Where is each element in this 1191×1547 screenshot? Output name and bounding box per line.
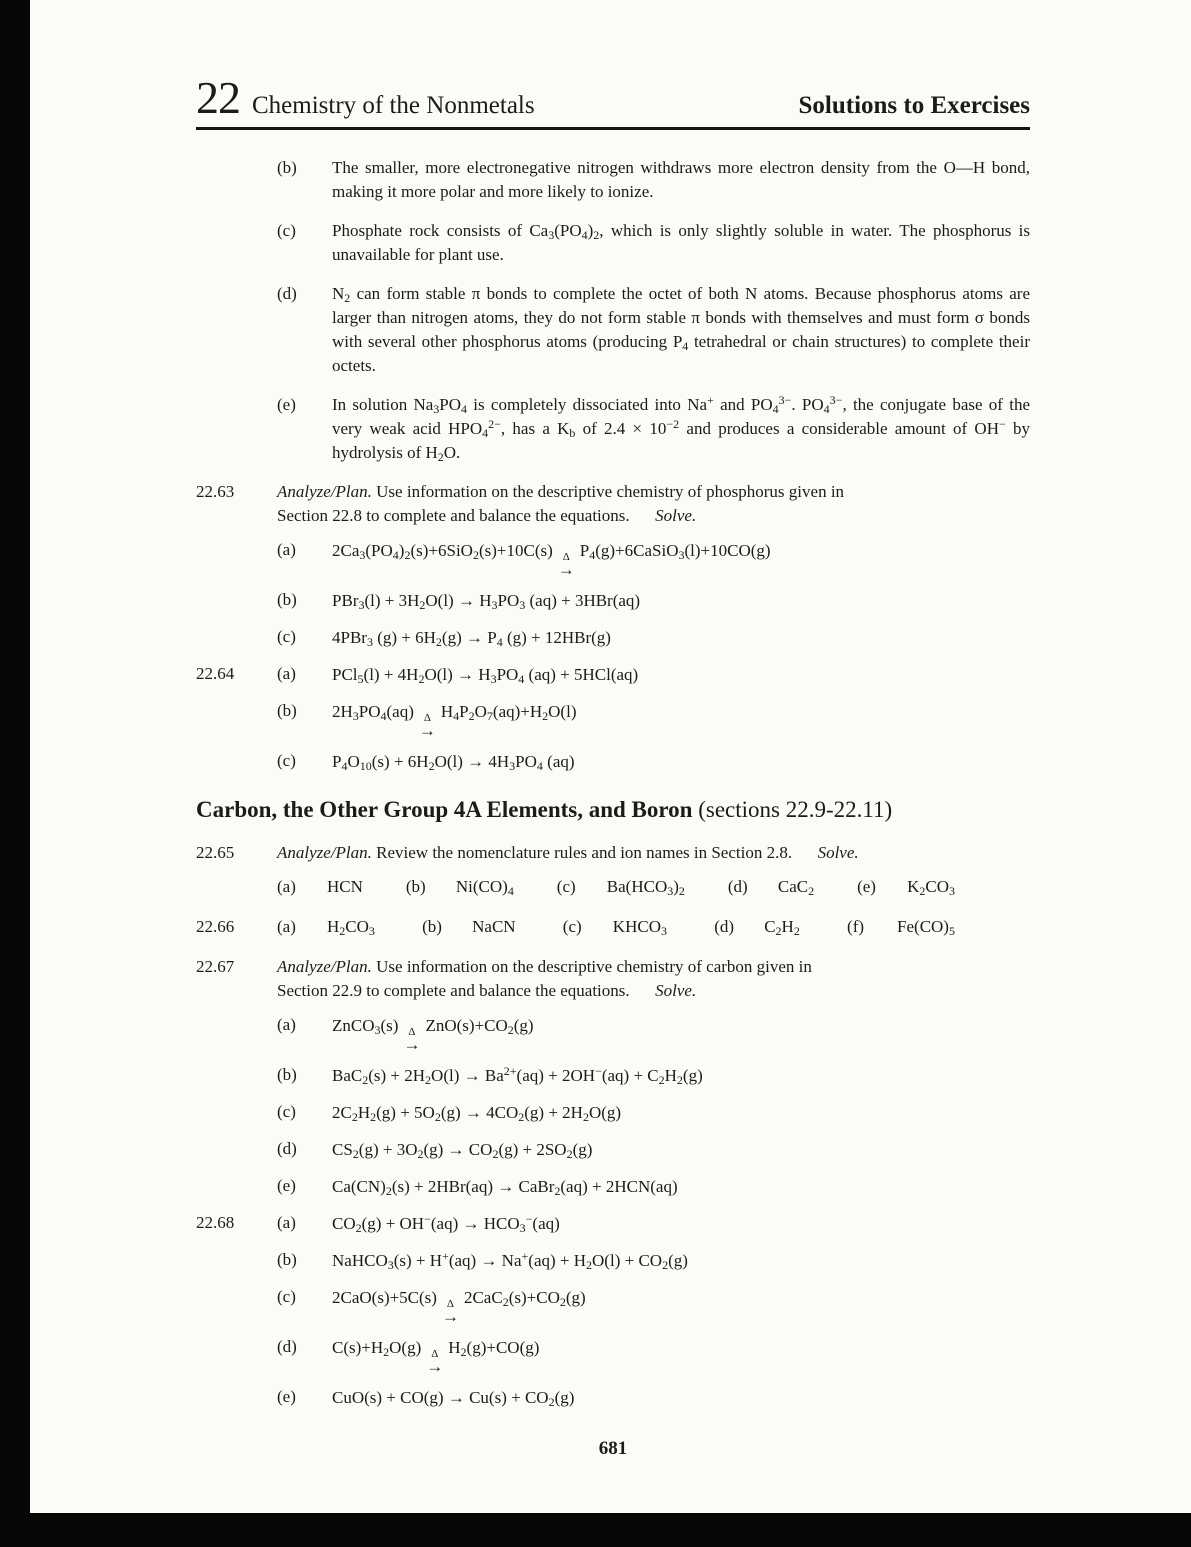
problem-number — [196, 1063, 277, 1089]
problem-number: 22.63 — [196, 482, 235, 501]
row-equation — [196, 1248, 1030, 1274]
problem-number — [196, 1248, 277, 1274]
answer-item — [277, 875, 363, 899]
answer-item — [714, 915, 800, 939]
chemical-equation: $2Ca_3(PO_4)_2(s)+6SiO_2(s)+10C(s)$ Δ → $P_4(g)+6CaSiO_3(l)+10CO(g)$ — [332, 541, 771, 579]
problem-number: 22.64 — [196, 664, 235, 683]
page-number: 681 — [598, 1438, 628, 1459]
chemical-formula: $H_2CO_3$ — [327, 917, 375, 938]
problem-number — [196, 219, 277, 267]
chemical-equation: $BaC_2(s) + 2H_2O(l) \to Ba^{2+}(aq) + 2OH^-(aq) + C_2H_2(g)$ — [332, 1064, 703, 1087]
item-label: (c) — [556, 877, 576, 896]
item-label: (b) — [422, 917, 442, 936]
problem-number — [196, 875, 277, 899]
scan-artifact-bottom-bar — [0, 1513, 1191, 1547]
problem-number — [196, 1137, 277, 1163]
row-problem — [196, 480, 1030, 528]
answer-list — [277, 915, 955, 939]
item-label: (a) — [277, 664, 296, 683]
row-list — [196, 915, 1030, 939]
row-equation — [196, 625, 1030, 651]
item-label: (f) — [847, 917, 865, 936]
problem-number — [196, 1385, 277, 1411]
row-equation — [196, 1385, 1030, 1411]
chemical-equation: $2C_2H_2(g) + 5O_2(g) \to 4CO_2(g) + 2H_2O(g)$ — [332, 1103, 622, 1124]
problem-number: 22.68 — [196, 1213, 235, 1232]
row-equation — [196, 1335, 1030, 1374]
problem-number — [196, 699, 277, 738]
answer-item — [847, 915, 955, 939]
problem-text: Analyze/Plan. Review the nomenclature rules and ion names in Section 2.8. Solve. — [277, 843, 859, 862]
problem-number — [196, 1285, 277, 1324]
row-problem — [196, 841, 1030, 865]
problem-number — [196, 1335, 277, 1374]
page-content — [196, 72, 1031, 1422]
problem-number: 22.67 — [196, 957, 235, 976]
answer-item — [406, 875, 514, 899]
problem-number — [196, 282, 277, 378]
problem-text: Analyze/Plan. Use information on the descriptive chemistry of carbon given in Section 22.9 to complete and balance the equations. Solve. — [277, 957, 812, 1000]
row-list — [196, 875, 1030, 899]
item-label: (d) — [714, 917, 735, 936]
chemical-formula: CaC$_2$ — [777, 877, 815, 898]
item-label: (e) — [277, 1387, 296, 1406]
row-equation — [196, 588, 1030, 614]
row-heading — [196, 795, 1030, 825]
section-heading: Carbon, the Other Group 4A Elements, and Boron (sections 22.9-22.11) — [196, 797, 893, 822]
chemical-equation: $PCl_5(l) + 4H_2O(l) \to H_3PO_4$ (aq) + 5HCl(aq) — [332, 665, 639, 686]
problem-number — [196, 156, 277, 204]
row-equation — [196, 1285, 1030, 1324]
chemical-equation: $P_4O_{10}(s) + 6H_2O(l) \to 4H_3PO_4$ (aq) — [332, 752, 575, 773]
chapter-title: Chemistry of the Nonmetals — [252, 92, 535, 119]
item-label: (b) — [405, 877, 426, 896]
chemical-equation: $CuO(s) + CO(g) \to Cu(s) + CO_2(g)$ — [332, 1388, 575, 1409]
item-label: (a) — [277, 1213, 296, 1232]
chemical-equation: $C(s)+H_2O(g)$ Δ → $H_2(g)+CO(g)$ — [332, 1338, 540, 1376]
chemical-equation: $PBr_3(l) + 3H_2O(l) \to H_3PO_3$ (aq) + 3HBr(aq) — [332, 591, 641, 612]
item-label: (a) — [277, 877, 296, 896]
item-label: (c) — [277, 221, 296, 240]
row-equation — [196, 662, 1030, 688]
chemical-formula: HCN — [327, 877, 363, 896]
row-para — [196, 393, 1030, 465]
item-label: (d) — [277, 1337, 297, 1356]
item-label: (c) — [277, 627, 296, 646]
item-label: (a) — [277, 540, 296, 559]
paragraph-text: The smaller, more electronegative nitrogen withdraws more electron density from the O—H bond, making it more polar and more likely to ionize. — [332, 158, 1030, 201]
row-equation — [196, 1137, 1030, 1163]
chemical-formula: $K_2CO_3$ — [907, 877, 955, 898]
row-para — [196, 219, 1030, 267]
row-equation — [196, 749, 1030, 775]
chemical-equation: 4PBr$_3$ $(g) + 6H_2(g) \to P_4$ (g) + 12HBr(g) — [332, 628, 611, 649]
answer-item — [422, 915, 515, 939]
problem-number: 22.66 — [196, 917, 235, 936]
problem-number — [196, 625, 277, 651]
chemical-equation: 2CaO(s)+5C(s) Δ → $2CaC_2(s)+CO_2(g)$ — [332, 1288, 586, 1326]
row-problem — [196, 955, 1030, 1003]
problem-text: Analyze/Plan. Use information on the descriptive chemistry of phosphorus given in Section 22.8 to complete and balance the equations. Solve. — [277, 482, 845, 525]
item-label: (b) — [277, 1065, 297, 1084]
problem-number — [196, 588, 277, 614]
item-label: (c) — [562, 917, 582, 936]
row-equation — [196, 1174, 1030, 1200]
item-label: (b) — [277, 590, 297, 609]
answer-item — [563, 915, 667, 939]
chemical-formula: $C_2H_2$ — [764, 917, 800, 938]
paragraph-text: In solution $Na_3PO_4$ is completely dissociated into Na+ and $PO_4^{3-}$. $PO_4^{3-}$, the conjugate base of the very weak acid $HPO_4^{2-}$, has a $K_b$ of $2.4 \times 10^{-2}$ and produces a considerable amount of OH− by hydrolysis of $H_2O$. — [332, 393, 1031, 464]
item-label: (d) — [277, 284, 297, 303]
item-label: (a) — [277, 917, 296, 936]
answer-item — [857, 875, 955, 899]
chemical-formula: $Fe(CO)_5$ — [897, 917, 955, 938]
chemical-equation: ZnCO$_3$(s) Δ → $ZnO(s)+CO_2(g)$ — [332, 1016, 534, 1054]
chemical-formula: NaCN — [472, 917, 516, 936]
problem-number — [196, 538, 277, 577]
chemical-equation: $2H_3PO_4(aq)$ Δ → $H_4P_2O_7(aq)+H_2O(l)$ — [332, 702, 577, 740]
problem-number — [196, 749, 277, 775]
answer-item — [557, 875, 685, 899]
problem-number — [196, 1174, 277, 1200]
row-para — [196, 156, 1030, 204]
content-blocks — [196, 156, 1030, 1411]
row-equation — [196, 1211, 1030, 1237]
chemical-formula: $KHCO_3$ — [612, 917, 667, 938]
item-label: (e) — [277, 1176, 296, 1195]
row-equation — [196, 1063, 1030, 1089]
item-label: (b) — [277, 158, 297, 177]
chemical-equation: $Ca(CN)_2(s) + 2HBr(aq)$ → CaBr$_2$(aq) + 2HCN(aq) — [332, 1177, 678, 1198]
problem-number: 22.65 — [196, 843, 235, 862]
item-label: (b) — [277, 701, 297, 720]
row-equation — [196, 699, 1030, 738]
chemical-formula: $Ba(HCO_3)_2$ — [606, 877, 685, 898]
problem-number — [196, 1100, 277, 1126]
chemical-equation: $CO_2(g) + OH^-(aq) \to HCO_3^-(aq)$ — [332, 1212, 560, 1235]
chemical-formula: $Ni(CO)_4$ — [455, 877, 514, 898]
item-label: (c) — [277, 1102, 296, 1121]
scan-artifact-left-bar — [0, 0, 30, 1547]
item-label: (d) — [727, 877, 748, 896]
item-label: (e) — [857, 877, 876, 896]
answer-item — [277, 915, 375, 939]
item-label: (c) — [277, 751, 296, 770]
paragraph-text: Phosphate rock consists of $Ca_3(PO_4)_2$, which is only slightly soluble in water. The phosphorus is unavailable for plant use. — [332, 221, 1030, 264]
item-label: (e) — [277, 395, 296, 414]
item-label: (a) — [277, 1015, 296, 1034]
answer-item — [728, 875, 814, 899]
page-header — [196, 72, 1030, 130]
header-right-title: Solutions to Exercises — [798, 92, 1030, 119]
answer-list — [277, 875, 955, 899]
problem-number — [196, 1013, 277, 1052]
problem-number — [196, 393, 277, 465]
paragraph-text: $N_2$ can form stable π bonds to complete the octet of both N atoms. Because phosphorus atoms are larger than nitrogen atoms, they do not form stable π bonds with themselves and must form σ bonds with several other phosphorus atoms (producing $P_4$ tetrahedral or chain structures) to complete their octets. — [332, 284, 1030, 375]
row-equation — [196, 538, 1030, 577]
row-para — [196, 282, 1030, 378]
item-label: (c) — [277, 1287, 296, 1306]
item-label: (b) — [277, 1250, 297, 1269]
chemical-equation: $CS_2(g) + 3O_2(g) \to CO_2(g) + 2SO_2(g)$ — [332, 1140, 593, 1161]
chapter-number: 22 — [196, 72, 240, 123]
item-label: (d) — [277, 1139, 297, 1158]
row-equation — [196, 1013, 1030, 1052]
row-equation — [196, 1100, 1030, 1126]
chemical-equation: NaHCO$_3$(s) + $H^+(aq) \to Na^+(aq) + H_2O(l) + CO_2(g)$ — [332, 1249, 688, 1272]
